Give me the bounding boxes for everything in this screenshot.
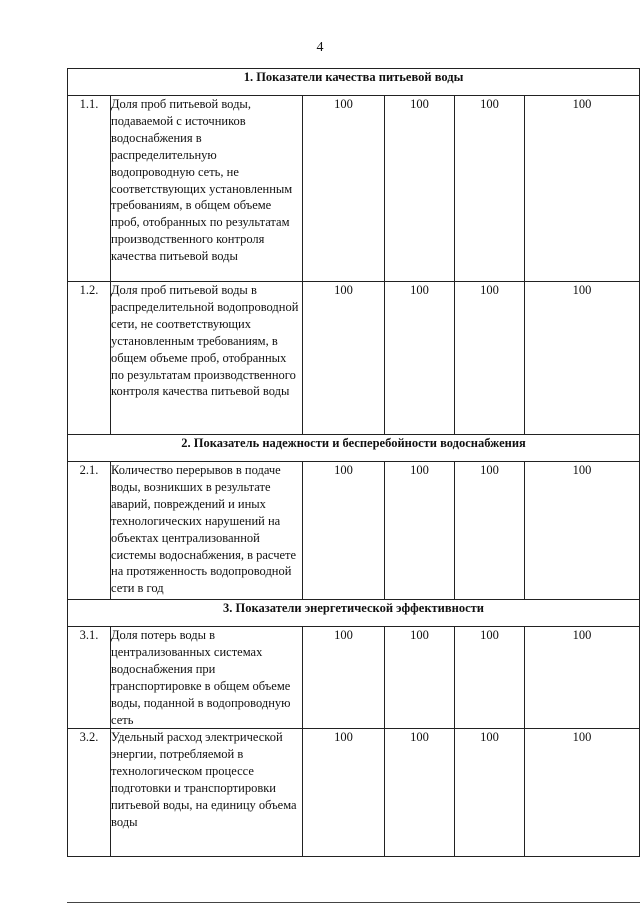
value-cell: 100 bbox=[455, 282, 525, 435]
row-description: Доля проб питьевой воды в распределительной водопроводной сети, не соответствующих установленным требованиям, в общем объеме проб, отобранных по результатам производственного контроля качества питьевой воды bbox=[111, 282, 303, 435]
value-cell: 100 bbox=[455, 96, 525, 282]
table-row bbox=[68, 462, 640, 600]
section-title: 1. Показатели качества питьевой воды bbox=[68, 69, 640, 96]
row-description: Удельный расход электрической энергии, потребляемой в технологическом процессе подготовки и транспортировки питьевой воды, на единицу объема воды bbox=[111, 729, 303, 857]
value-cell: 100 bbox=[385, 96, 455, 282]
value-cell: 100 bbox=[525, 729, 640, 857]
row-number: 3.2. bbox=[68, 729, 111, 857]
value-cell: 100 bbox=[525, 627, 640, 729]
value-cell: 100 bbox=[303, 96, 385, 282]
indicators-table bbox=[67, 68, 640, 857]
page-edge-divider bbox=[67, 902, 640, 903]
row-number: 1.1. bbox=[68, 96, 111, 282]
row-number: 2.1. bbox=[68, 462, 111, 600]
page-number: 4 bbox=[316, 40, 324, 55]
value-cell: 100 bbox=[303, 462, 385, 600]
value-cell: 100 bbox=[525, 282, 640, 435]
value-cell: 100 bbox=[303, 282, 385, 435]
table-row bbox=[68, 96, 640, 282]
value-cell: 100 bbox=[455, 462, 525, 600]
value-cell: 100 bbox=[385, 282, 455, 435]
value-cell: 100 bbox=[455, 627, 525, 729]
value-cell: 100 bbox=[303, 627, 385, 729]
value-cell: 100 bbox=[303, 729, 385, 857]
row-description: Доля потерь воды в централизованных системах водоснабжения при транспортировке в общем объеме воды, поданной в водопроводную сеть bbox=[111, 627, 303, 729]
value-cell: 100 bbox=[525, 96, 640, 282]
section-header-row bbox=[68, 435, 640, 462]
row-number: 1.2. bbox=[68, 282, 111, 435]
value-cell: 100 bbox=[525, 462, 640, 600]
table-row bbox=[68, 729, 640, 857]
value-cell: 100 bbox=[455, 729, 525, 857]
value-cell: 100 bbox=[385, 627, 455, 729]
section-header-row bbox=[68, 600, 640, 627]
table-row bbox=[68, 627, 640, 729]
row-description: Доля проб питьевой воды, подаваемой с источников водоснабжения в распределительную водопроводную сеть, не соответствующих установленным требованиям, в общем объеме проб, отобранных по результатам производственного контроля качества питьевой воды bbox=[111, 96, 303, 282]
table-row bbox=[68, 282, 640, 435]
section-header-row bbox=[68, 69, 640, 96]
section-title: 2. Показатель надежности и бесперебойности водоснабжения bbox=[68, 435, 640, 462]
section-title: 3. Показатели энергетической эффективности bbox=[68, 600, 640, 627]
value-cell: 100 bbox=[385, 462, 455, 600]
row-number: 3.1. bbox=[68, 627, 111, 729]
value-cell: 100 bbox=[385, 729, 455, 857]
row-description: Количество перерывов в подаче воды, возникших в результате аварий, повреждений и иных технологических нарушений на объектах централизованной системы водоснабжения, в расчете на протяженность водопроводной сети в год bbox=[111, 462, 303, 600]
